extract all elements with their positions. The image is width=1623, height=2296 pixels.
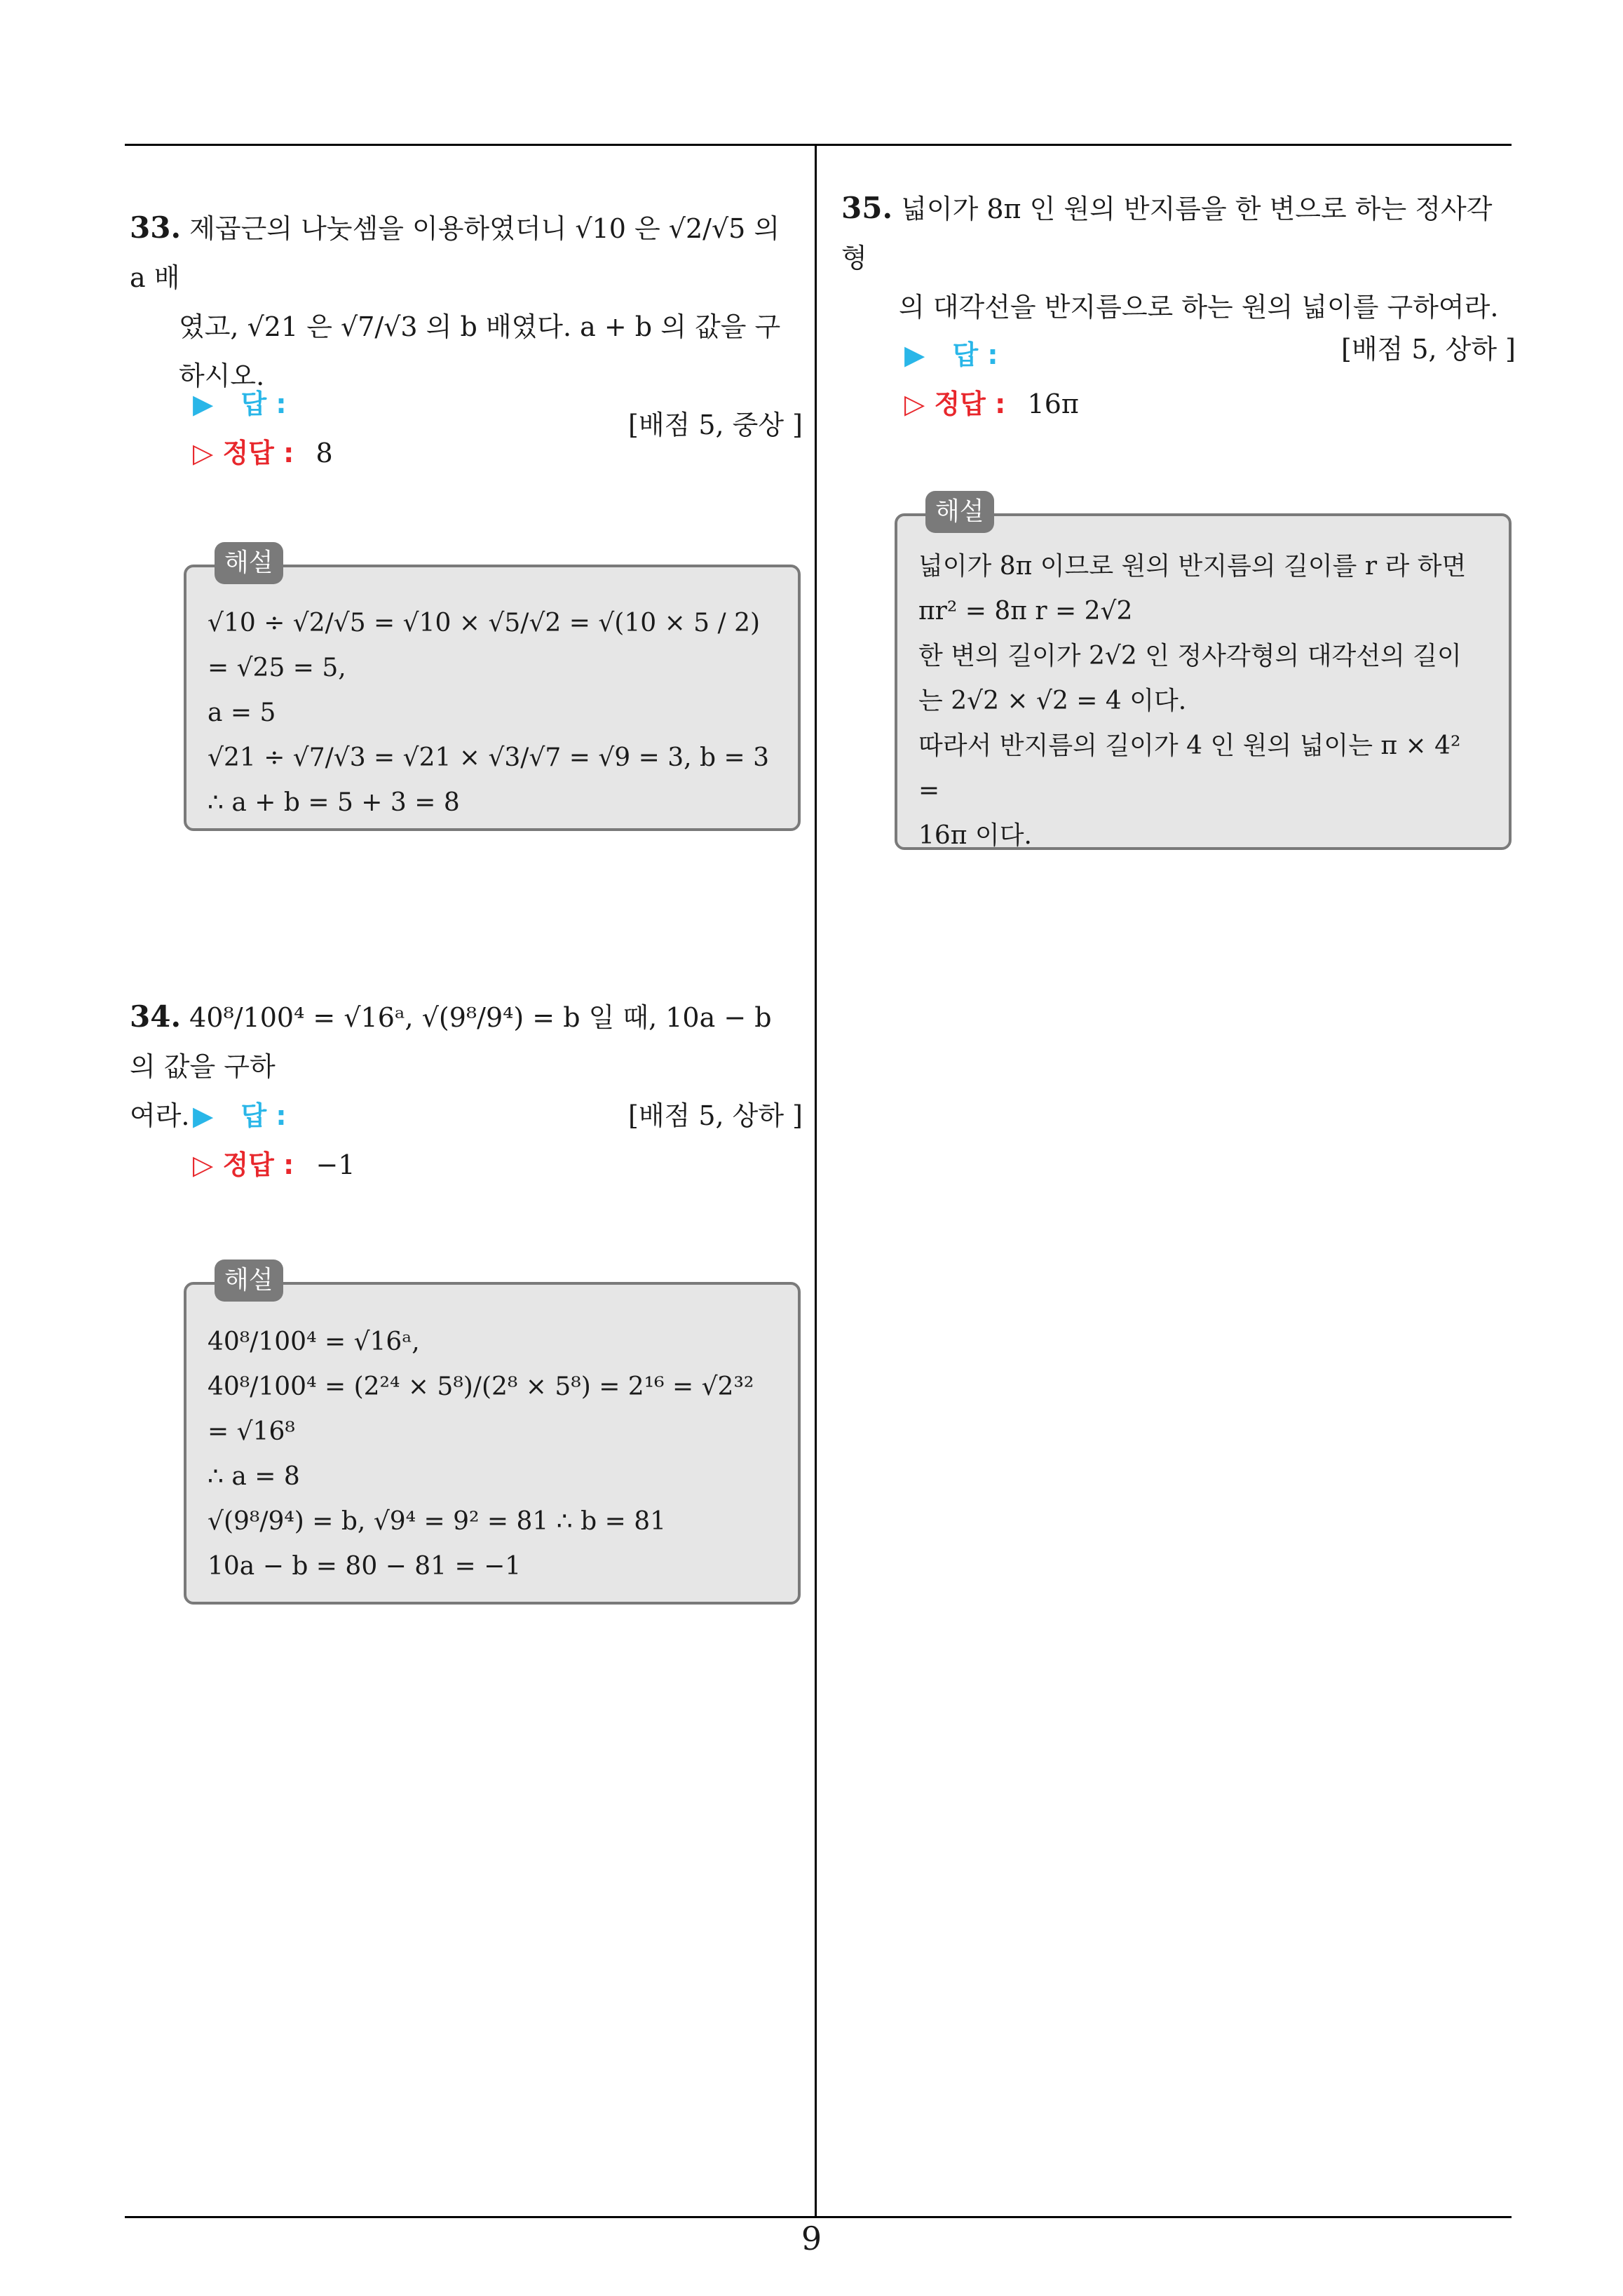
problem-35-line2: 의 대각선을 반지름으로 하는 원의 넓이를 구하여라. (899, 292, 1499, 323)
problem-number: 35. (841, 191, 893, 225)
explanation-line: √21 ÷ √7/√3 = √21 × √3/√7 = √9 = 3, b = 3 (208, 743, 770, 772)
explanation-line: πr² = 8π r = 2√2 (918, 597, 1133, 626)
correct-answer-value: 8 (315, 438, 333, 468)
explanation-box-33 (184, 548, 801, 831)
problem-33-line1 (130, 203, 803, 302)
triangle-outline-icon: ▷ (193, 438, 214, 468)
explanation-line: 따라서 반지름의 길이가 4 인 원의 넓이는 π × 4² = (918, 731, 1461, 805)
explanation-tag: 해설 (925, 491, 994, 533)
answer-label: 답 : (240, 389, 287, 419)
score-difficulty: [배점 5, 상하 ] (1341, 334, 1516, 365)
explanation-line: 는 2√2 × √2 = 4 이다. (918, 687, 1187, 715)
answer-line-34 (193, 1094, 287, 1133)
problem-number: 34. (130, 999, 182, 1034)
column-divider (815, 144, 817, 2218)
triangle-outline-icon: ▷ (193, 1149, 214, 1180)
explanation-line: √(9⁸/9⁴) = b, √9⁴ = 9² = 81 ∴ b = 81 (208, 1507, 667, 1536)
score-difficulty: [배점 5, 상하 ] (628, 1100, 803, 1131)
play-icon: ▶ (193, 1100, 214, 1131)
answer-line-35 (904, 333, 998, 372)
explanation-line: 16π 이다. (918, 821, 1032, 850)
explanation-line: 40⁸/100⁴ = (2²⁴ × 5⁸)/(2⁸ × 5⁸) = 2¹⁶ = √2³² = √16⁸ (208, 1372, 754, 1446)
explanation-line: a = 5 (208, 698, 276, 727)
page-number: 9 (801, 2220, 822, 2257)
top-rule (125, 144, 1512, 146)
explanation-line: 10a − b = 80 − 81 = −1 (208, 1552, 522, 1581)
answer-label: 답 : (952, 339, 998, 370)
explanation-line: ∴ a = 8 (208, 1462, 300, 1491)
correct-answer-value: 16π (1027, 389, 1079, 419)
problem-text: 40⁸/100⁴ = √16ᵃ, √(9⁸/9⁴) = b 일 때, 10a − b 의 값을 구하 (130, 1002, 772, 1082)
correct-answer-line-35 (904, 382, 1079, 421)
score-difficulty: [배점 5, 중상 ] (628, 410, 803, 440)
triangle-outline-icon: ▷ (904, 389, 925, 419)
correct-answer-line-33 (193, 431, 333, 470)
bottom-rule (125, 2216, 1512, 2218)
explanation-box-35 (895, 497, 1512, 850)
play-icon: ▶ (904, 339, 925, 370)
correct-answer-label: 정답 : (934, 389, 1006, 419)
explanation-tag: 해설 (215, 542, 283, 584)
problem-text-cont: 여라. (130, 1100, 190, 1131)
explanation-line: 넓이가 8π 이므로 원의 반지름의 길이를 r 라 하면 (918, 552, 1467, 581)
explanation-line: 한 변의 길이가 2√2 인 정사각형의 대각선의 길이 (918, 642, 1462, 670)
explanation-line: ∴ a + b = 5 + 3 = 8 (208, 788, 460, 817)
problem-text: 제곱근의 나눗셈을 이용하였더니 √10 은 √2/√5 의 a 배 (130, 213, 780, 293)
correct-answer-label: 정답 : (222, 1149, 294, 1180)
problem-34-line1 (130, 992, 803, 1091)
explanation-line: √10 ÷ √2/√5 = √10 × √5/√2 = √(10 × 5 / 2) = √25 = 5, (208, 609, 761, 682)
correct-answer-line-34 (193, 1143, 355, 1182)
answer-label: 답 : (240, 1100, 287, 1131)
explanation-line: 40⁸/100⁴ = √16ᵃ, (208, 1328, 420, 1356)
problem-33-line2: 였고, √21 은 √7/√3 의 b 배였다. a + b 의 값을 구하시오. (179, 311, 781, 391)
correct-answer-value: −1 (315, 1149, 355, 1180)
problem-35-line1 (841, 184, 1516, 283)
explanation-box-34 (184, 1266, 801, 1605)
problem-number: 33. (130, 210, 182, 245)
explanation-tag: 해설 (215, 1260, 283, 1302)
problem-text: 넓이가 8π 인 원의 반지름을 한 변으로 하는 정사각형 (841, 194, 1493, 274)
correct-answer-label: 정답 : (222, 438, 294, 468)
answer-line-33 (193, 382, 287, 421)
play-icon: ▶ (193, 389, 214, 419)
